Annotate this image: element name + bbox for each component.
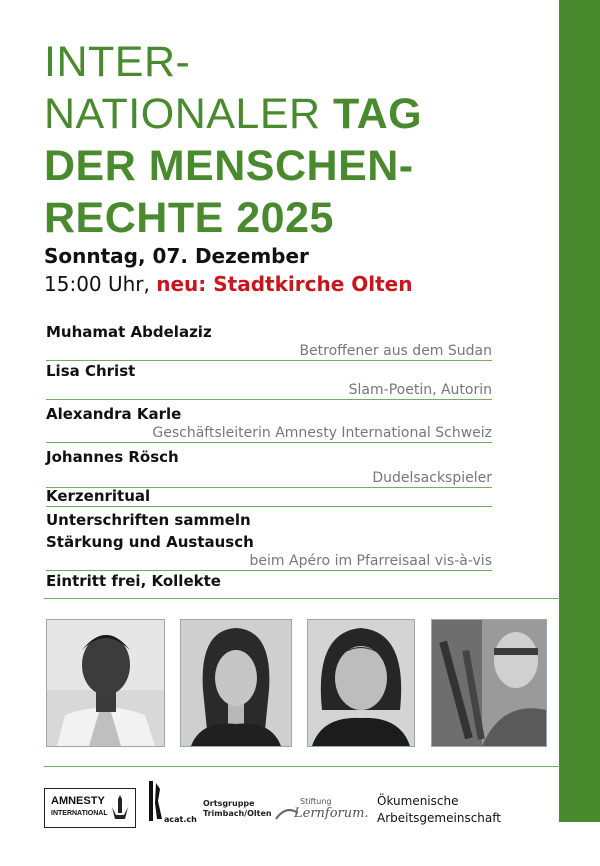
program-item bbox=[46, 361, 492, 400]
program-name: Stärkung und Austausch bbox=[46, 533, 254, 551]
ortsgruppe-label: Ortsgruppe Trimbach/Olten bbox=[203, 799, 272, 818]
acat-figure-icon bbox=[148, 781, 164, 821]
program-name: Lisa Christ bbox=[46, 362, 136, 380]
program-name: Johannes Rösch bbox=[46, 448, 179, 466]
program-item bbox=[46, 447, 492, 488]
photo-muhamat-abdelaziz bbox=[46, 619, 165, 747]
program-name: Unterschriften sammeln bbox=[46, 511, 251, 529]
title-line-4: RECHTE 2025 bbox=[44, 194, 334, 242]
swoosh-icon bbox=[274, 807, 298, 823]
divider bbox=[46, 506, 492, 507]
program-role: Betroffener aus dem Sudan bbox=[299, 343, 492, 359]
divider bbox=[46, 399, 492, 400]
event-time: 15:00 Uhr, bbox=[44, 272, 150, 296]
acat-logo: acat.ch bbox=[148, 781, 190, 831]
sponsor-logos bbox=[0, 775, 560, 835]
lernforum-logo: Stiftung Lernforum. bbox=[274, 797, 366, 827]
candle-icon bbox=[111, 795, 129, 821]
page-title bbox=[44, 36, 549, 244]
green-sidebar-stripe bbox=[559, 0, 600, 822]
oekumenische-label: Ökumenische Arbeitsgemeinschaft bbox=[377, 794, 501, 825]
event-date: Sonntag, 07. Dezember bbox=[44, 244, 309, 268]
program-name: Eintritt frei, Kollekte bbox=[46, 572, 221, 590]
event-location: neu: Stadtkirche Olten bbox=[156, 272, 413, 296]
photo-johannes-roesch bbox=[431, 619, 547, 747]
photo-lisa-christ bbox=[180, 619, 292, 747]
program-role: Slam-Poetin, Autorin bbox=[348, 382, 492, 398]
program-role: Dudelsackspieler bbox=[372, 470, 492, 486]
program-item bbox=[46, 532, 492, 571]
program-item bbox=[46, 486, 492, 507]
program-role: beim Apéro im Pfarreisaal vis-à-vis bbox=[249, 553, 492, 569]
program-item bbox=[46, 510, 492, 530]
divider bbox=[44, 766, 560, 767]
program-role: Geschäftsleiterin Amnesty International Schweiz bbox=[152, 425, 492, 441]
program-name: Alexandra Karle bbox=[46, 405, 182, 423]
program-name: Kerzenritual bbox=[46, 487, 151, 505]
title-line-3: DER MENSCHEN- bbox=[44, 142, 414, 190]
title-line-2: NATIONALER TAG bbox=[44, 90, 423, 138]
program-item bbox=[46, 571, 492, 591]
divider bbox=[44, 598, 560, 599]
program-item bbox=[46, 322, 492, 361]
program-name: Muhamat Abdelaziz bbox=[46, 323, 212, 341]
divider bbox=[46, 442, 492, 443]
event-time-location bbox=[44, 272, 412, 296]
photo-alexandra-karle bbox=[307, 619, 415, 747]
title-line-1: INTER- bbox=[44, 38, 191, 86]
program-item bbox=[46, 404, 492, 443]
amnesty-logo: AMNESTY INTERNATIONAL bbox=[44, 788, 136, 828]
